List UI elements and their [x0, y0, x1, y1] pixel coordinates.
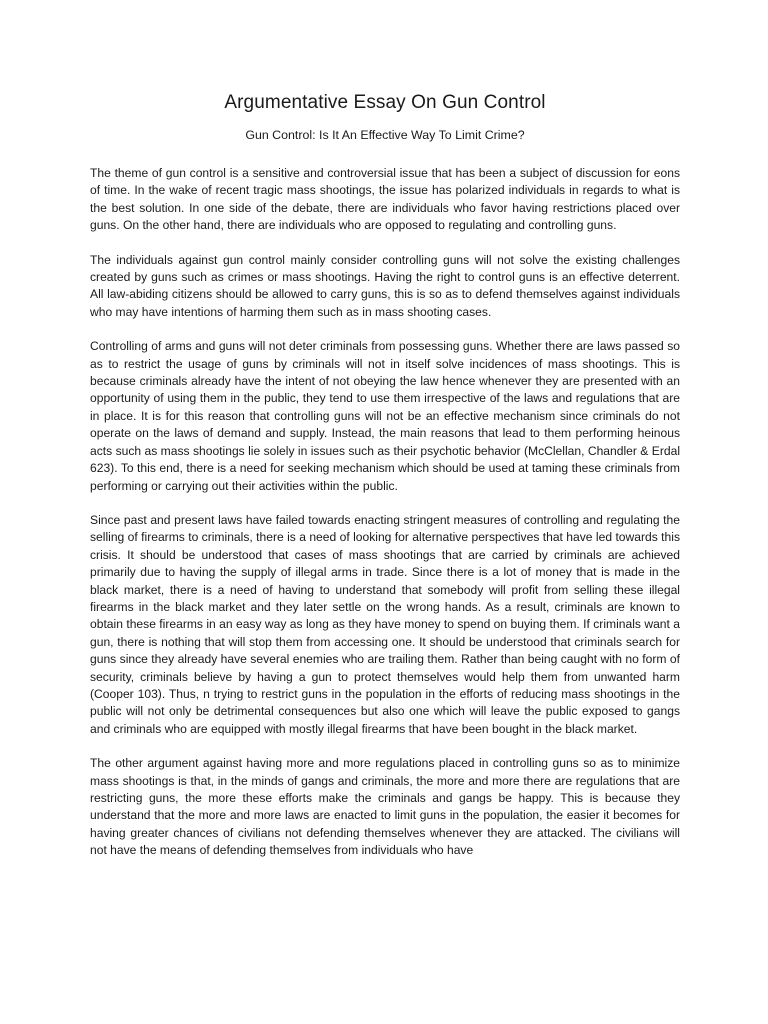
paragraph-3: Controlling of arms and guns will not deter criminals from possessing guns. Whether there are laws passed so as to restrict the usage of guns by criminals will not in itself solve incidences of mass shootings. This is because criminals already have the intent of not obeying the law hence whenever they are presented with an opportunity of using them in the public, they tend to use them irrespective of the laws and regulations that are in place. It is for this reason that controlling guns will not be an effective mechanism since criminals do not operate on the laws of demand and supply. Instead, the main reasons that lead to them performing heinous acts such as mass shootings lie solely in issues such as their psychotic behavior (McClellan, Chandler & Erdal 623). To this end, there is a need for seeking mechanism which should be used at taming these criminals from performing or carrying out their activities within the public.	[90, 339, 680, 493]
paragraph-2: The individuals against gun control mainly consider controlling guns will not solve the existing challenges created by guns such as crimes or mass shootings. Having the right to control guns is an effective deterrent. All law-abiding citizens should be allowed to carry guns, this is so as to defend themselves against individuals who may have intentions of harming them such as in mass shooting cases.	[90, 252, 680, 319]
document-title: Argumentative Essay On Gun Control	[224, 92, 546, 113]
paragraph-1: The theme of gun control is a sensitive and controversial issue that has been a subject of discussion for eons of time. In the wake of recent tragic mass shootings, the issue has polarized individuals in regards to what is the best solution. In one side of the debate, there are individuals who favor having restrictions placed over guns. On the other hand, there are individuals who are opposed to regulating and controlling guns.	[90, 166, 680, 233]
paragraph-4: Since past and present laws have failed towards enacting stringent measures of controlling and regulating the selling of firearms to criminals, there is a need of looking for alternative perspectives that have led towards this crisis. It should be understood that cases of mass shootings that are carried by criminals are achieved primarily due to having the supply of illegal arms in trade. Since there is a lot of money that is made in the black market, there is a need of having to understand that somebody will profit from selling these illegal firearms in the black market and they later settle on the wrong hands. As a result, criminals are known to obtain these firearms in an easy way as long as they have money to spend on buying them. If criminals want a gun, there is nothing that will stop them from accessing one. It should be understood that criminals search for guns since they already have several enemies who are trailing them. Rather than being caught with no form of security, criminals believe by having a gun to protect themselves would help them from unwanted harm (Cooper 103). Thus, n trying to restrict guns in the population in the efforts of reducing mass shootings in the public will not only be detrimental consequences but also one which will leave the public exposed to gangs and criminals who are equipped with mostly illegal firearms that have been bought in the black market.	[90, 512, 680, 736]
paragraph-5: The other argument against having more and more regulations placed in controlling guns so as to minimize mass shootings is that, in the minds of gangs and criminals, the more and more there are regulations that are restricting guns, the more these efforts make the criminals and gangs be happy. This is because they understand that the more and more laws are enacted to limit guns in the population, the easier it becomes for having greater chances of civilians not defending themselves whenever they are attacked. The civilians will not have the means of defending themselves from individuals who have	[90, 756, 680, 858]
document-page	[90, 92, 680, 877]
document-subtitle: Gun Control: Is It An Effective Way To Limit Crime?	[245, 128, 525, 142]
